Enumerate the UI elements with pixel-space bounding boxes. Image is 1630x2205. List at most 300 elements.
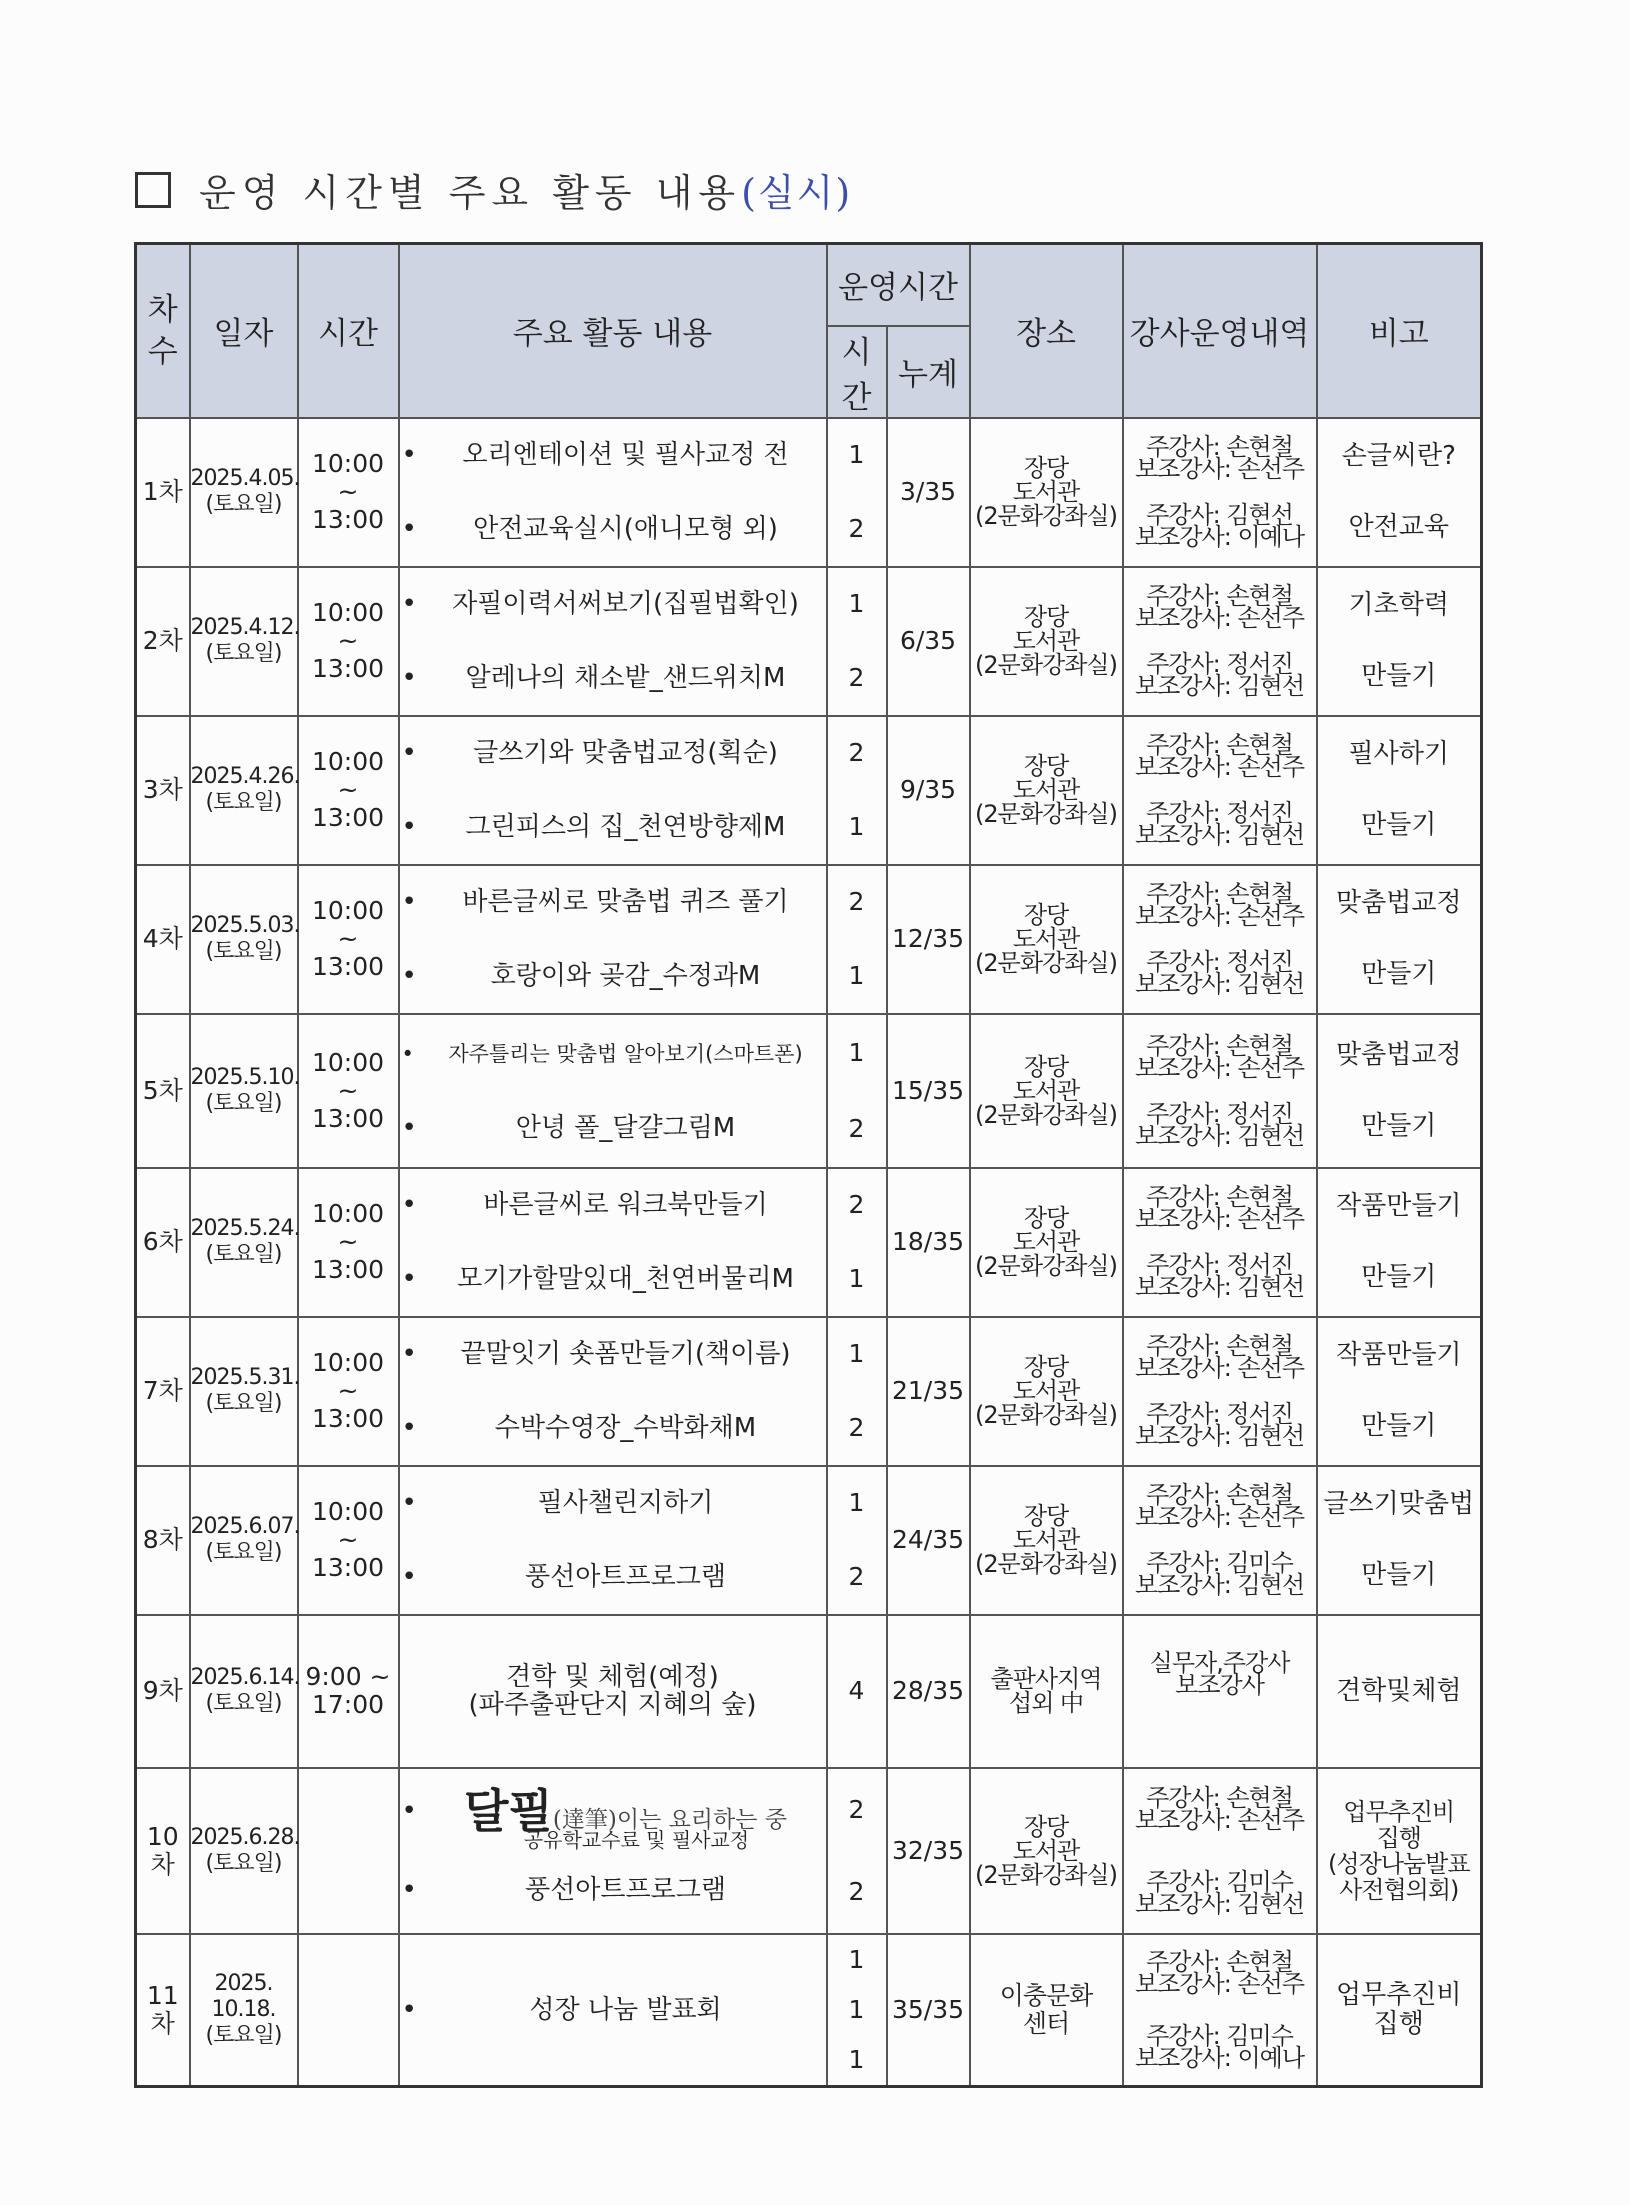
note-line: 업무추진비: [1343, 1797, 1455, 1826]
activity-line: • 자주틀리는 맞춤법 알아보기(스마트폰): [400, 1040, 826, 1068]
activity-line: • 자필이력서써보기(집필법확인): [400, 590, 826, 618]
instructor-line: 보조강사: 김현선: [1135, 1571, 1305, 1599]
instructor-line: 주강사: 정서진: [1146, 799, 1293, 827]
cumulative-cell: 21/35: [887, 1317, 970, 1466]
date-cell: [190, 865, 298, 1014]
instructor-line: 주강사: 김현선: [1146, 501, 1293, 529]
date-cell: [190, 1168, 298, 1317]
place-cell: [970, 1317, 1123, 1466]
time-end: 13:00: [311, 1404, 385, 1433]
time-cell: [298, 418, 399, 567]
place-line: (2문화강좌실): [975, 1100, 1117, 1129]
cumulative-cell: 18/35: [887, 1168, 970, 1317]
note-cell: [1317, 1768, 1482, 1934]
note-cell: [1317, 1168, 1482, 1317]
place-cell: [970, 1014, 1123, 1168]
date-line: 10.18.: [211, 1996, 276, 2022]
instructor-cell: [1123, 418, 1317, 567]
activity-line: • 모기가할말있대_천연버물리M: [400, 1265, 826, 1293]
instructor-cell: [1123, 1168, 1317, 1317]
note-cell: [1317, 418, 1482, 567]
activity-cell: [399, 1014, 827, 1168]
time-cell: [298, 1317, 399, 1466]
header-op-time: 운영시간: [827, 244, 970, 326]
activity-line: • 그린피스의 집_천연방향제M: [400, 813, 826, 841]
time-end: 13:00: [311, 505, 385, 534]
hours-value: 1: [848, 960, 865, 990]
note-line: 집행: [1373, 2008, 1424, 2039]
note-line: 만들기: [1361, 810, 1437, 840]
instructor-line: 주강사: 김미수: [1146, 2021, 1293, 2050]
cumulative-cell: 35/35: [887, 1934, 970, 2087]
instructor-line: 보조강사: 손선주: [1135, 604, 1305, 632]
place-line: 도서관: [1012, 1526, 1080, 1554]
instructor-line: 주강사: 손현철: [1146, 880, 1293, 908]
place-line: (2문화강좌실): [975, 949, 1117, 977]
note-line: (성장나눔발표: [1328, 1849, 1470, 1878]
hours-value: 1: [848, 1339, 865, 1369]
note-line: 업무추진비: [1335, 1979, 1462, 2010]
date-line: 2025.4.12.: [190, 615, 300, 640]
time-end: 13:00: [311, 803, 385, 832]
hours-value: 1: [848, 811, 865, 841]
activity-cell: [399, 1934, 827, 2087]
activity-line: • 알레나의 채소밭_샌드위치M: [400, 664, 826, 692]
note-cell: [1317, 865, 1482, 1014]
instructor-line: 보조강사: 김현선: [1135, 1273, 1305, 1301]
time-cell: [298, 716, 399, 865]
hours-value: 2: [848, 1190, 865, 1220]
note-cell: 견학및체험: [1317, 1615, 1482, 1768]
instructor-line: 주강사: 정서진: [1146, 1400, 1293, 1428]
place-line: 도서관: [1012, 478, 1080, 506]
place-line: 장당: [1023, 1353, 1069, 1381]
note-line: 만들기: [1361, 1560, 1437, 1590]
note-line: 만들기: [1361, 959, 1437, 989]
weekday-line: (토요일): [205, 1090, 282, 1116]
time-start: 10:00 ~: [311, 747, 385, 804]
table-row-11: [136, 1934, 1482, 2087]
activity-cell: [399, 1168, 827, 1317]
place-cell: [970, 567, 1123, 716]
hours-value: 2: [848, 513, 865, 543]
activity-cell: [399, 1466, 827, 1615]
cumulative-cell: 9/35: [887, 716, 970, 865]
time-start: 9:00 ~: [305, 1662, 391, 1691]
instructor-line: 보조강사: 손선주: [1135, 902, 1305, 930]
date-cell: [190, 716, 298, 865]
place-cell: [970, 1934, 1123, 2087]
note-line: 만들기: [1361, 661, 1437, 691]
note-line: 필사하기: [1348, 739, 1449, 769]
instructor-cell: [1123, 1934, 1317, 2087]
header-date: 일자: [190, 244, 298, 418]
time-end: 13:00: [311, 1553, 385, 1582]
instructor-line: 보조강사: 손선주: [1135, 1205, 1305, 1233]
header-activity: 주요 활동 내용: [399, 244, 827, 418]
time-cell: [298, 865, 399, 1014]
weekday-line: (토요일): [205, 1691, 282, 1716]
note-line: 집행: [1376, 1823, 1421, 1852]
date-cell: [190, 1466, 298, 1615]
instructor-line: 보조강사: 손선주: [1135, 1969, 1305, 1998]
instructor-cell: [1123, 567, 1317, 716]
activity-line: • 안녕 폴_달걀그림M: [400, 1114, 826, 1142]
hours-cell: [827, 1168, 887, 1317]
activity-line: • 성장 나눔 발표회: [400, 1996, 826, 2024]
time-start: 10:00 ~: [311, 598, 385, 655]
note-cell: [1317, 1466, 1482, 1615]
activity-line: 견학 및 체험(예정): [506, 1662, 719, 1692]
note-line: 기초학력: [1348, 590, 1449, 620]
place-cell: [970, 1168, 1123, 1317]
instructor-cell: [1123, 1317, 1317, 1466]
hours-value: 2: [848, 662, 865, 692]
date-line: 2025.5.10.: [190, 1064, 300, 1090]
place-line: 장당: [1023, 1812, 1069, 1841]
date-cell: [190, 418, 298, 567]
time-end: 13:00: [311, 654, 385, 683]
cumulative-cell: 24/35: [887, 1466, 970, 1615]
activity-cell: [399, 1615, 827, 1768]
table-row: [136, 716, 1482, 865]
header-place: 장소: [970, 244, 1123, 418]
place-line: 도서관: [1012, 1836, 1080, 1865]
place-line: 장당: [1023, 901, 1069, 929]
place-line: 센터: [1022, 2008, 1070, 2038]
place-line: 도서관: [1012, 1228, 1080, 1256]
time-cell: [298, 1014, 399, 1168]
hours-cell: [827, 418, 887, 567]
hours-value: 2: [848, 1113, 865, 1143]
activity-cell: [399, 716, 827, 865]
weekday-line: (토요일): [205, 1850, 282, 1876]
hours-cell: [827, 1317, 887, 1466]
schedule-table: [134, 242, 1483, 2088]
header-chasu: 차수: [136, 244, 190, 418]
instructor-line: 주강사: 정서진: [1146, 1251, 1293, 1279]
table-row: [136, 865, 1482, 1014]
note-line: 사전협의회): [1339, 1875, 1459, 1904]
cumulative-cell: 28/35: [887, 1615, 970, 1768]
hours-cell: [827, 567, 887, 716]
place-line: (2문화강좌실): [975, 502, 1117, 530]
instructor-cell: [1123, 1768, 1317, 1934]
instructor-line: 보조강사: 손선주: [1135, 1354, 1305, 1382]
instructor-line: 보조강사: 김현선: [1135, 970, 1305, 998]
note-line: 만들기: [1361, 1411, 1437, 1441]
note-line: 작품만들기: [1335, 1340, 1462, 1370]
note-cell: [1317, 567, 1482, 716]
place-line: (2문화강좌실): [975, 800, 1117, 828]
activity-cell: [399, 1317, 827, 1466]
cumulative-cell: 6/35: [887, 567, 970, 716]
table-row: [136, 1168, 1482, 1317]
date-line: 2025.5.24.: [190, 1216, 300, 1241]
instructor-line: 주강사: 손현철: [1146, 582, 1293, 610]
place-line: (2문화강좌실): [975, 1252, 1117, 1280]
header-cumulative: 누계: [887, 326, 970, 418]
place-cell: [970, 418, 1123, 567]
weekday-line: (토요일): [205, 1540, 282, 1565]
hours-value: 1: [848, 1263, 865, 1293]
hours-value: 1: [848, 1037, 865, 1067]
place-cell: [970, 1768, 1123, 1934]
instructor-line: 주강사: 손현철: [1146, 1947, 1293, 1976]
weekday-line: (토요일): [205, 939, 282, 964]
instructor-line: 보조강사: 김현선: [1135, 672, 1305, 700]
header-instructor: 강사운영내역: [1123, 244, 1317, 418]
date-cell: [190, 1014, 298, 1168]
instructor-line: 보조강사: 이예나: [1135, 523, 1305, 551]
page-title: [135, 162, 852, 217]
note-line: 작품만들기: [1335, 1191, 1462, 1221]
note-line: 맞춤법교정: [1335, 1039, 1462, 1070]
instructor-cell: [1123, 716, 1317, 865]
activity-line: • 바른글씨로 맞춤법 퀴즈 풀기: [400, 888, 826, 916]
date-line: 2025.4.05.: [190, 466, 300, 491]
hours-cell: 4: [827, 1615, 887, 1768]
place-line: (2문화강좌실): [975, 1550, 1117, 1578]
note-cell: [1317, 716, 1482, 865]
table-row-9: [136, 1615, 1482, 1768]
hours-cell: [827, 865, 887, 1014]
chasu-cell: 5차: [136, 1014, 190, 1168]
hours-cell: [827, 1014, 887, 1168]
instructor-line: 보조강사: 손선주: [1135, 753, 1305, 781]
date-cell: [190, 1934, 298, 2087]
instructor-line: 주강사: 정서진: [1146, 948, 1293, 976]
hours-value: 1: [848, 1488, 865, 1518]
hours-value: 2: [848, 738, 865, 768]
place-line: 장당: [1023, 1502, 1069, 1530]
time-end: 13:00: [311, 1255, 385, 1284]
chasu-cell: 8차: [136, 1466, 190, 1615]
date-cell: [190, 1317, 298, 1466]
hours-value: 1: [848, 2044, 865, 2074]
note-line: 글쓰기맞춤법: [1323, 1489, 1475, 1519]
activity-hanja-text: (達筆)이는 요리하는 중: [552, 1807, 787, 1833]
date-line: 2025.6.07.: [190, 1514, 300, 1539]
place-line: 도서관: [1012, 776, 1080, 804]
hours-value: 1: [848, 589, 865, 619]
place-line: 이충문화: [999, 1980, 1093, 2010]
chasu-cell: 6차: [136, 1168, 190, 1317]
activity-subline: 공유학교수료 및 필사교정: [523, 1828, 750, 1852]
table-row: [136, 1317, 1482, 1466]
weekday-line: (토요일): [205, 492, 282, 517]
place-line: 장당: [1023, 1052, 1069, 1081]
instructor-line: 주강사: 손현철: [1146, 1031, 1293, 1060]
time-cell: [298, 567, 399, 716]
chasu-cell: [136, 1768, 190, 1934]
date-cell: [190, 1615, 298, 1768]
note-line: 손글씨란?: [1341, 441, 1456, 471]
time-start: 10:00 ~: [311, 896, 385, 953]
activity-line: • 수박수영장_수박화채M: [400, 1414, 826, 1442]
time-start: 10:00 ~: [311, 1199, 385, 1256]
date-line: 2025.5.03.: [190, 913, 300, 938]
hours-value: 2: [848, 887, 865, 917]
table-row: [136, 567, 1482, 716]
hours-value: 1: [848, 1944, 865, 1974]
note-line: 맞춤법교정: [1335, 888, 1462, 918]
date-cell: [190, 1768, 298, 1934]
hours-value: 2: [848, 1794, 865, 1824]
hours-value: 2: [848, 1876, 865, 1906]
instructor-line: 주강사: 손현철: [1146, 1332, 1293, 1360]
weekday-line: (토요일): [205, 1242, 282, 1267]
date-line: 2025.6.28.: [190, 1824, 300, 1850]
date-cell: [190, 567, 298, 716]
brush-calligraphy-text: 달필: [464, 1784, 553, 1838]
chasu-cell: 1차: [136, 418, 190, 567]
chasu-cell: 3차: [136, 716, 190, 865]
place-line: 도서관: [1012, 1377, 1080, 1405]
date-line: 2025.6.14.: [190, 1665, 300, 1690]
instructor-line: 보조강사: [1175, 1670, 1264, 1699]
instructor-line: 주강사: 손현철: [1146, 1183, 1293, 1211]
time-start: 10:00 ~: [311, 449, 385, 506]
date-line: 2025.4.26.: [190, 764, 300, 789]
instructor-line: 주강사: 손현철: [1146, 1481, 1293, 1509]
place-line: 도서관: [1012, 925, 1080, 953]
instructor-line: 주강사: 김미수: [1146, 1867, 1293, 1896]
instructor-line: 실무자,주강사: [1149, 1648, 1290, 1677]
weekday-line: (토요일): [205, 1391, 282, 1416]
note-cell: [1317, 1014, 1482, 1168]
hours-cell: [827, 716, 887, 865]
time-cell: [298, 1934, 399, 2087]
place-line: 섭외 中: [1009, 1689, 1084, 1717]
table-row: [136, 1466, 1482, 1615]
header-note: 비고: [1317, 244, 1482, 418]
place-cell: [970, 1466, 1123, 1615]
title-suffix: (실시): [741, 171, 853, 215]
place-line: (2문화강좌실): [975, 1860, 1117, 1889]
cumulative-cell: 15/35: [887, 1014, 970, 1168]
activity-line: • 오리엔테이션 및 필사교정 전: [400, 441, 826, 469]
date-line: 2025.5.31.: [190, 1365, 300, 1390]
instructor-line: 보조강사: 손선주: [1135, 1053, 1305, 1082]
instructor-line: 주강사: 손현철: [1146, 433, 1293, 461]
hours-cell: [827, 1466, 887, 1615]
table-row: [136, 1014, 1482, 1168]
title-main: 운영 시간별 주요 활동 내용: [199, 171, 742, 215]
place-cell: [970, 1615, 1123, 1768]
checkbox-square-icon: [135, 172, 171, 208]
chasu-line: 11: [146, 1980, 179, 2010]
activity-line: • 끝말잇기 숏폼만들기(책이름): [400, 1340, 826, 1368]
time-end: 13:00: [311, 1103, 385, 1133]
cumulative-cell: 12/35: [887, 865, 970, 1014]
place-line: 도서관: [1012, 627, 1080, 655]
instructor-line: 주강사: 정서진: [1146, 650, 1293, 678]
hours-cell: [827, 1934, 887, 2087]
time-start: 10:00 ~: [311, 1348, 385, 1405]
chasu-line: 차: [150, 2008, 175, 2038]
place-line: (2문화강좌실): [975, 651, 1117, 679]
note-line: 만들기: [1361, 1262, 1437, 1292]
chasu-cell: 7차: [136, 1317, 190, 1466]
instructor-line: 보조강사: 김현선: [1135, 1121, 1305, 1150]
cumulative-cell: 3/35: [887, 418, 970, 567]
time-cell: [298, 1615, 399, 1768]
instructor-line: 보조강사: 김현선: [1135, 1889, 1305, 1918]
time-start: 10:00 ~: [311, 1497, 385, 1554]
time-start: 10:00 ~: [311, 1047, 385, 1105]
time-end: 17:00: [311, 1690, 385, 1719]
place-line: 장당: [1023, 603, 1069, 631]
instructor-line: 주강사: 손현철: [1146, 731, 1293, 759]
chasu-cell: 2차: [136, 567, 190, 716]
instructor-line: 보조강사: 손선주: [1135, 1503, 1305, 1531]
place-line: 장당: [1023, 752, 1069, 780]
hours-value: 2: [848, 1412, 865, 1442]
activity-cell: [399, 865, 827, 1014]
instructor-cell: [1123, 1615, 1317, 1768]
chasu-cell: 9차: [136, 1615, 190, 1768]
instructor-line: 보조강사: 이예나: [1135, 2043, 1305, 2072]
place-line: 장당: [1023, 1204, 1069, 1232]
instructor-line: 보조강사: 손선주: [1135, 455, 1305, 483]
note-line: 안전교육: [1348, 512, 1449, 542]
activity-line: • 풍선아트프로그램: [400, 1876, 826, 1904]
hours-cell: [827, 1768, 887, 1934]
table-row-10: [136, 1768, 1482, 1934]
instructor-cell: [1123, 865, 1317, 1014]
weekday-line: (토요일): [205, 641, 282, 666]
activity-cell: [399, 1768, 827, 1934]
date-line: 2025.: [214, 1970, 273, 1996]
activity-line: • 호랑이와 곶감_수정과M: [400, 962, 826, 990]
hours-value: 1: [848, 440, 865, 470]
instructor-line: 보조강사: 김현선: [1135, 821, 1305, 849]
chasu-line: 10: [146, 1821, 179, 1851]
activity-line: • 풍선아트프로그램: [400, 1563, 826, 1591]
place-line: 도서관: [1012, 1076, 1080, 1105]
instructor-cell: [1123, 1014, 1317, 1168]
activity-cell: [399, 418, 827, 567]
place-line: 출판사지역: [990, 1665, 1102, 1693]
header-hours: 시간: [827, 326, 887, 418]
chasu-line: 차: [150, 1849, 175, 1879]
place-cell: [970, 865, 1123, 1014]
activity-line: • 바른글씨로 워크북만들기: [400, 1191, 826, 1219]
hours-value: 2: [848, 1561, 865, 1591]
chasu-cell: 4차: [136, 865, 190, 1014]
note-cell: [1317, 1317, 1482, 1466]
hours-value: 1: [848, 1994, 865, 2024]
place-line: 장당: [1023, 454, 1069, 482]
time-cell: [298, 1168, 399, 1317]
weekday-line: (토요일): [205, 790, 282, 815]
activity-cell: [399, 567, 827, 716]
activity-line: • 안전교육실시(애니모형 외): [400, 515, 826, 543]
time-end: 13:00: [311, 952, 385, 981]
time-cell: [298, 1466, 399, 1615]
note-line: 만들기: [1361, 1110, 1437, 1141]
note-cell: [1317, 1934, 1482, 2087]
cumulative-cell: 32/35: [887, 1768, 970, 1934]
time-cell: [298, 1768, 399, 1934]
activity-line: • 필사챌린지하기: [400, 1489, 826, 1517]
instructor-line: 주강사: 정서진: [1146, 1099, 1293, 1128]
weekday-line: (토요일): [205, 2022, 282, 2048]
activity-line: • 글쓰기와 맞춤법교정(획순): [400, 739, 826, 767]
instructor-line: 주강사: 김미수: [1146, 1549, 1293, 1577]
header-time: 시간: [298, 244, 399, 418]
